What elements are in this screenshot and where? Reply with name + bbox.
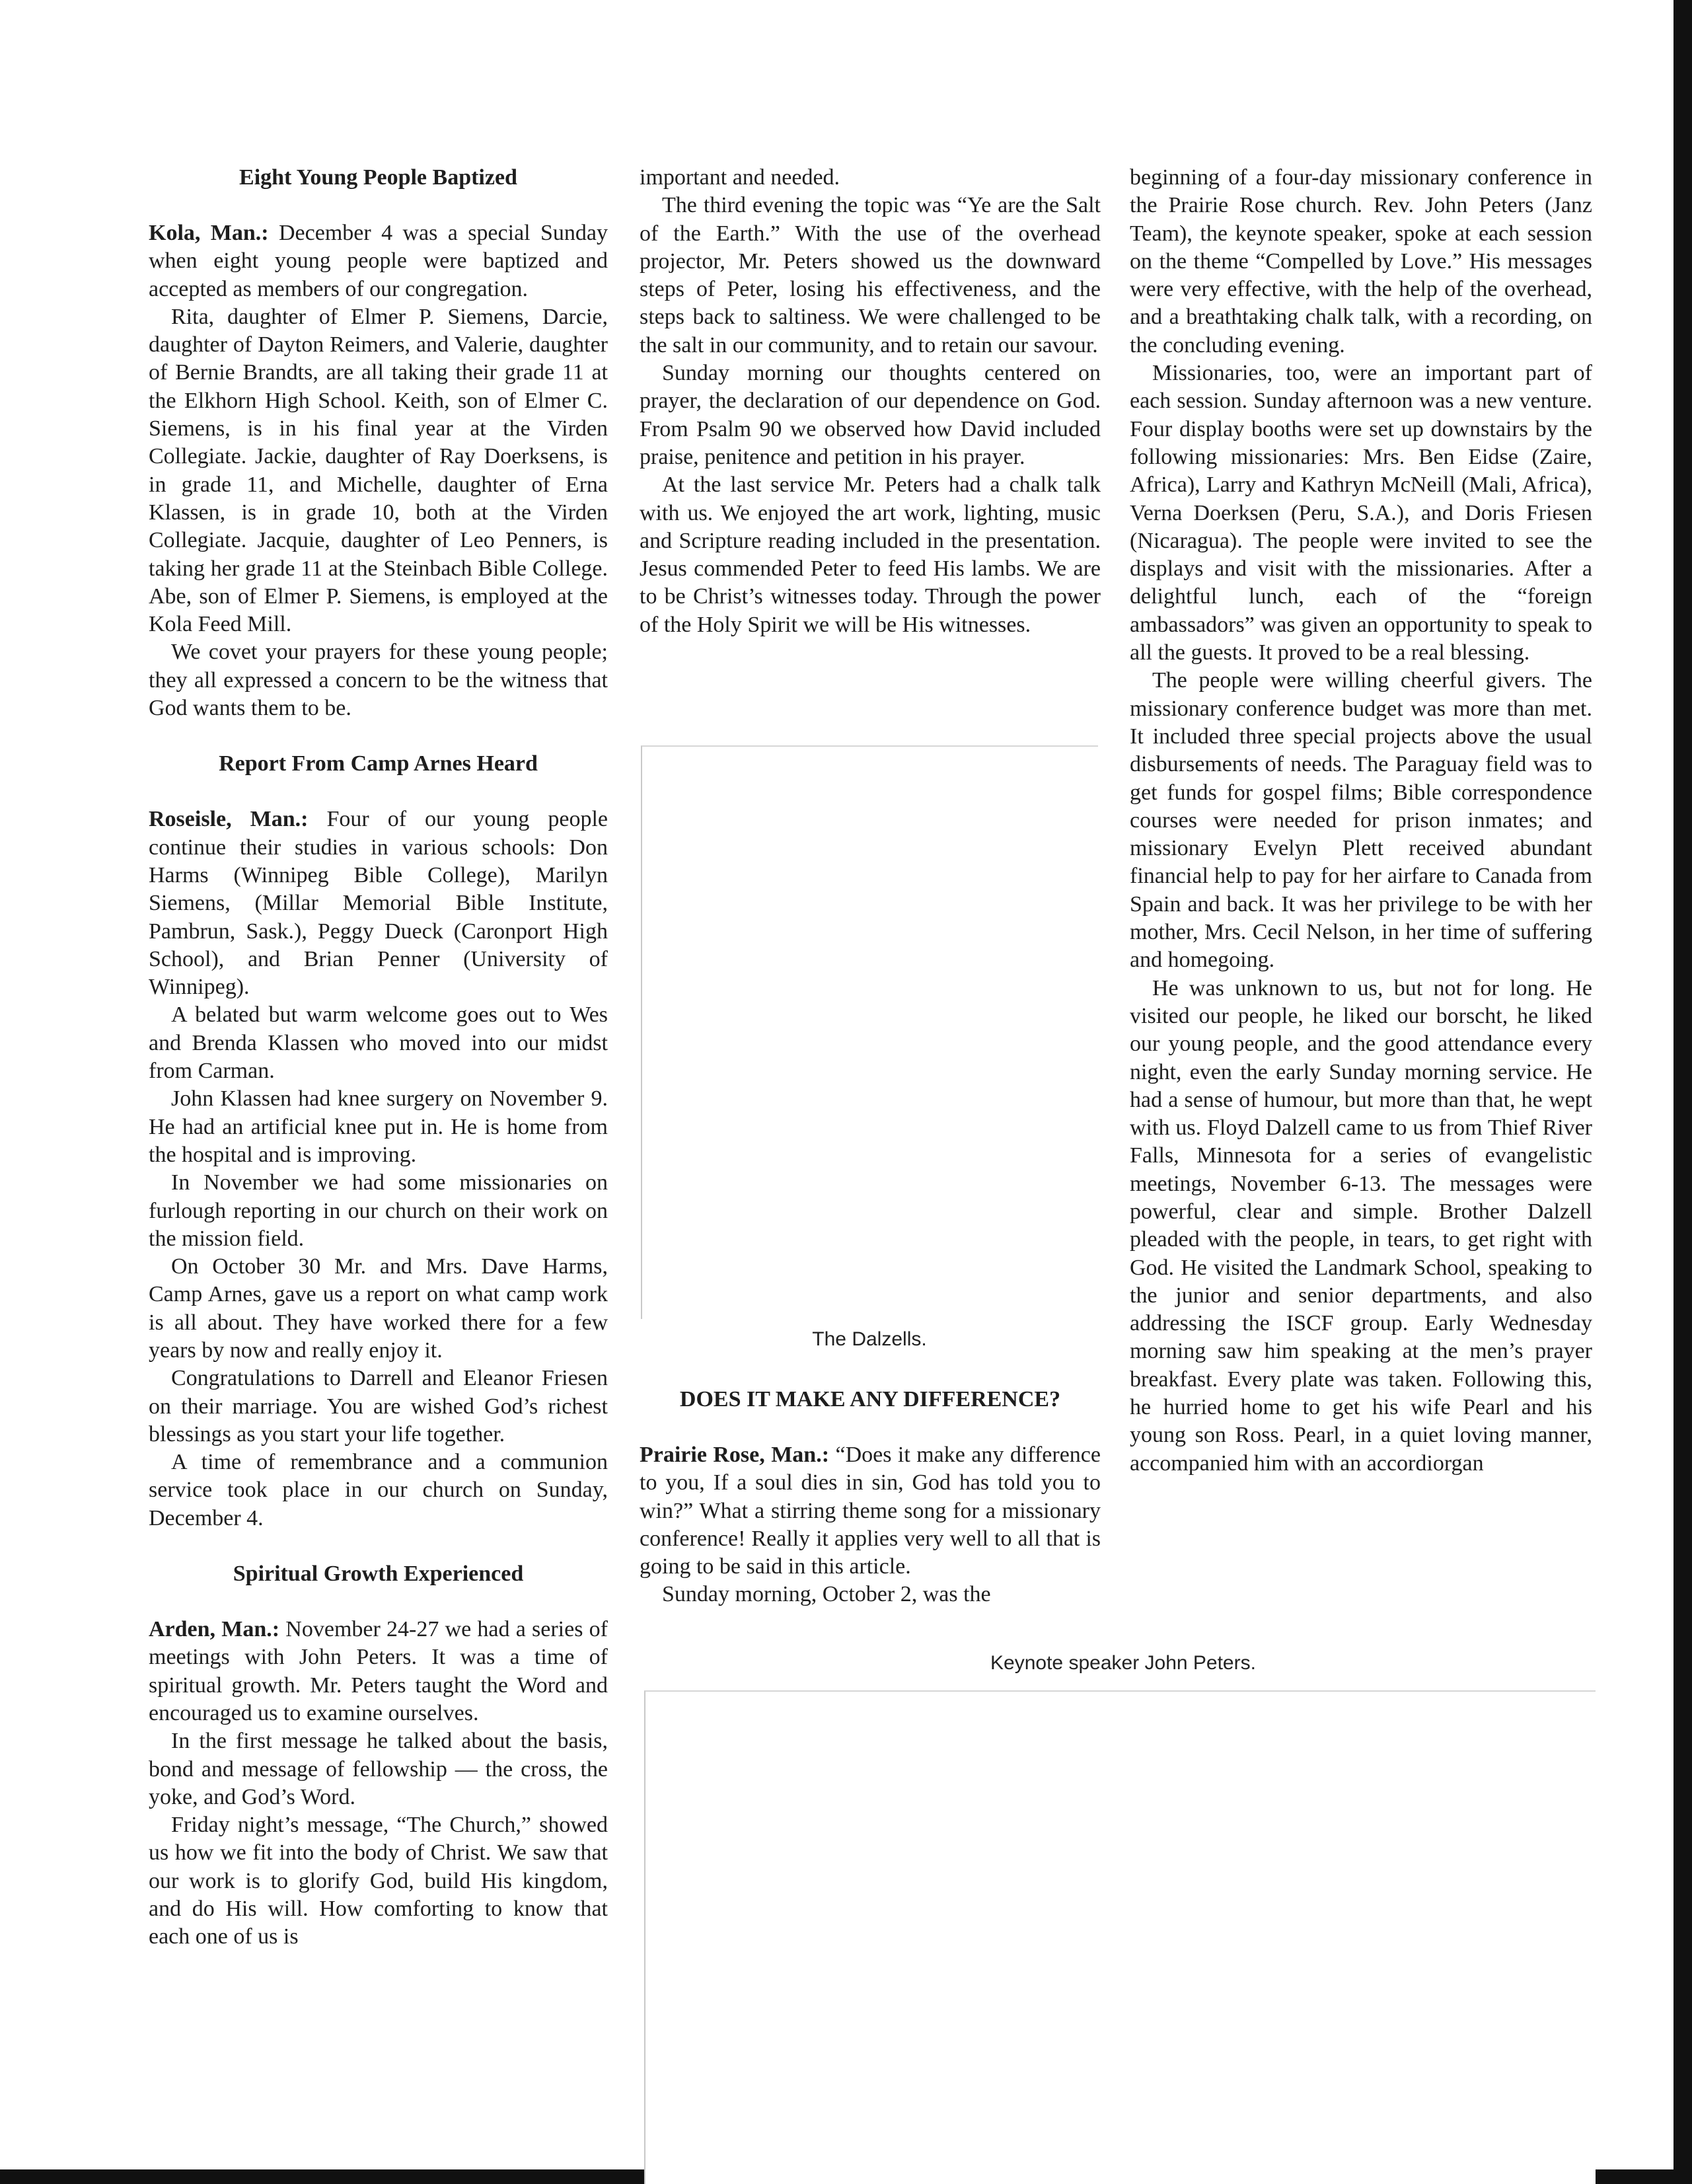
column-2-bottom <box>640 1386 1101 1609</box>
article-paragraph: Missionaries, too, were an important part of each session. Sunday afternoon was a new venture. Four display booths were set up downstairs by the following missionaries: Mrs. Ben Eidse (Zaire, Africa), Larry and Kathryn McNeill (Mali, Africa), Verna Doerksen (Peru, S.A.), and Doris Friesen (Nicaragua). The people were invited to see the displays and visit with the missionaries. After a delightful lunch, each of the “foreign ambassadors” was given an opportunity to speak to all the guests. It proved to be a real blessing. <box>1130 361 1592 665</box>
article-paragraph: John Klassen had knee surgery on November 9. He had an artificial knee put in. He is home from the hospital and is improving. <box>149 1086 608 1167</box>
article-title: DOES IT MAKE ANY DIFFERENCE? <box>679 1387 1061 1412</box>
column-2-top <box>640 164 1101 639</box>
article-title: Spiritual Growth Experienced <box>233 1562 524 1587</box>
dalzells-photo <box>641 745 1098 1319</box>
article-paragraph: The people were willing cheerful givers. The missionary conference budget was more than met. It included three special projects above the usual disbursements of needs. The Paraguay field was to get funds for gospel films; Bible correspondence courses were needed for prison inmates; and missionary Evelyn Plett received abundant financial help to pay for her airfare to Canada from Spain and back. It was her privilege to be with her mother, Mrs. Cecil Nelson, in her time of suffering and homegoing. <box>1130 668 1592 973</box>
keynote-speaker-photo <box>644 1690 1596 2184</box>
article-paragraph: Arden, Man.: November 24-27 we had a series of meetings with John Peters. It was a time of spiritual growth. Mr. Peters taught the Word and encouraged us to examine ourselves. <box>149 1617 608 1725</box>
article-title: Report From Camp Arnes Heard <box>219 751 538 776</box>
article-paragraph: In November we had some missionaries on furlough reporting in our church on their work on the mission field. <box>149 1170 608 1251</box>
article-paragraph: important and needed. <box>640 165 840 190</box>
article-paragraph: Sunday morning our thoughts centered on prayer, the declaration of our dependence on God. From Psalm 90 we observed how David included praise, penitence and petition in his prayer. <box>640 361 1101 469</box>
dateline: Prairie Rose, Man.: <box>640 1443 830 1467</box>
photo-caption: The Dalzells. <box>812 1328 927 1350</box>
article-paragraph: Kola, Man.: December 4 was a special Sunday when eight young people were baptized and accepted as members of our congregation. <box>149 221 608 301</box>
article-paragraph: Sunday morning, October 2, was the <box>662 1582 991 1607</box>
article-paragraph: We covet your prayers for these young people; they all expressed a concern to be the witness that God wants them to be. <box>149 640 608 721</box>
article-paragraph: The third evening the topic was “Ye are the Salt of the Earth.” With the use of the overhead projector, Mr. Peters showed us the downward steps of Peter, losing his effectiveness, and the steps back to saltiness. We were challenged to be the salt in our community, and to retain our savour. <box>640 193 1101 358</box>
article-paragraph: On October 30 Mr. and Mrs. Dave Harms, Camp Arnes, gave us a report on what camp work is all about. They have worked there for a few years by now and really enjoy it. <box>149 1254 608 1363</box>
article-paragraph: Prairie Rose, Man.: “Does it make any difference to you, If a soul dies in sin, God has told you to win?” What a stirring theme song for a missionary conference! Really it applies very well to all that is going to be said in this article. <box>640 1443 1101 1579</box>
photo-caption: Keynote speaker John Peters. <box>990 1652 1256 1674</box>
article-paragraph: Congratulations to Darrell and Eleanor Friesen on their marriage. You are wished God’s richest blessings as you start your life together. <box>149 1366 608 1447</box>
article-paragraph: beginning of a four-day missionary conference in the Prairie Rose church. Rev. John Peters (Janz Team), the keynote speaker, spoke at each session on the theme “Compelled by Love.” His messages were very effective, with the help of the overhead, and a breathtaking chalk talk, with a recording, on the concluding evening. <box>1130 165 1592 358</box>
article-paragraph: He was unknown to us, but not for long. He visited our people, he liked our borscht, he liked our young people, and the good attendance every night, even the early Sunday morning service. He had a sense of humour, but more than that, he wept with us. Floyd Dalzell came to us from Thief River Falls, Minnesota for a series of evangelistic meetings, November 6-13. The messages were powerful, clear and simple. Brother Dalzell pleaded with the people, in tears, to get right with God. He visited the Landmark School, speaking to the junior and senior departments, and also addressing the ISCF group. Early Wednesday morning saw him speaking at the men’s prayer breakfast. Every plate was taken. Following this, he hurried home to get his wife Pearl and his young son Ross. Pearl, in a quiet loving manner, accompanied him with an accordiorgan <box>1130 975 1592 1476</box>
column-3 <box>1130 164 1592 1478</box>
dateline: Kola, Man.: <box>149 221 269 245</box>
article-title: Eight Young People Baptized <box>239 165 517 190</box>
article-paragraph: A belated but warm welcome goes out to Wes and Brenda Klassen who moved into our midst from Carman. <box>149 1002 608 1084</box>
dateline: Arden, Man.: <box>149 1617 280 1642</box>
article-paragraph: Friday night’s message, “The Church,” showed us how we fit into the body of Christ. We saw that our work is to glorify God, build His kingdom, and do His will. How comforting to know that each one of us is <box>149 1813 608 1949</box>
article-paragraph: Roseisle, Man.: Four of our young people continue their studies in various schools: Don Harms (Winnipeg Bible College), Marilyn Siemens, (Millar Memorial Bible Institute, Pambrun, Sask.), Peggy Dueck (Caronport High School), and Brian Penner (University of Winnipeg). <box>149 807 608 1000</box>
article-paragraph: A time of remembrance and a communion service took place in our church on Sunday, December 4. <box>149 1450 608 1530</box>
article-paragraph: In the first message he talked about the basis, bond and message of fellowship — the cross, the yoke, and God’s Word. <box>149 1729 608 1809</box>
column-1 <box>149 164 608 1951</box>
article-paragraph: Rita, daughter of Elmer P. Siemens, Darcie, daughter of Dayton Reimers, and Valerie, daughter of Bernie Brandts, are all taking their grade 11 at the Elkhorn High School. Keith, son of Elmer C. Siemens, is in his final year at the Virden Collegiate. Jackie, daughter of Ray Doerksens, is in grade 11, and Michelle, daughter of Erna Klassen, is in grade 10, both at the Virden Collegiate. Jacquie, daughter of Leo Penners, is taking her grade 11 at the Steinbach Bible College. Abe, son of Elmer P. Siemens, is employed at the Kola Feed Mill. <box>149 304 608 637</box>
dateline: Roseisle, Man.: <box>149 807 309 832</box>
article-paragraph: At the last service Mr. Peters had a chalk talk with us. We enjoyed the art work, lighting, music and Scripture reading included in the presentation. Jesus commended Peter to feed His lambs. We are to be Christ’s witnesses today. Through the power of the Holy Spirit we will be His witnesses. <box>640 472 1101 637</box>
